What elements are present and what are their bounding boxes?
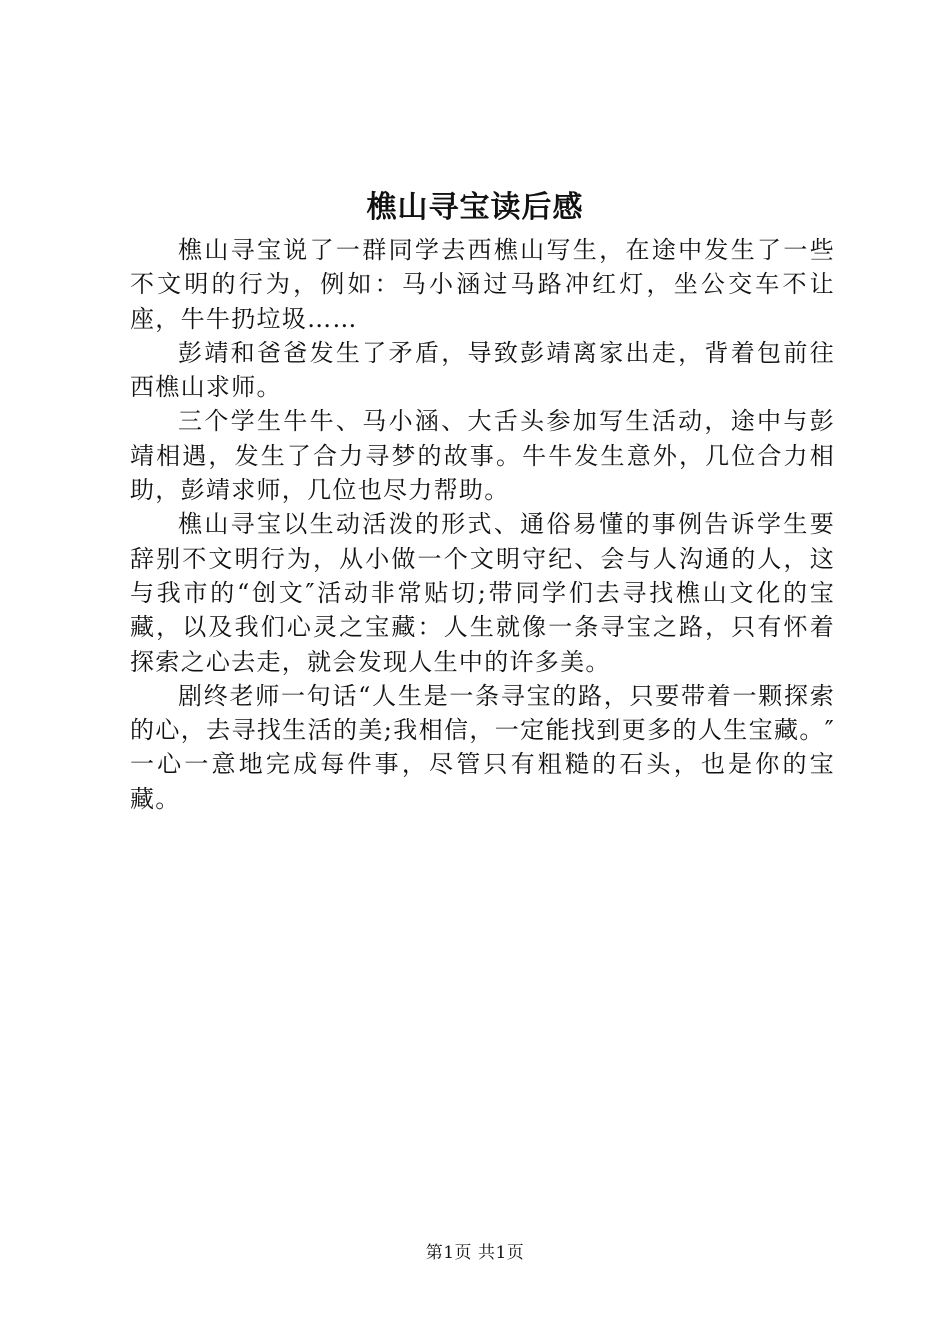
page-footer: 第1页 共1页: [425, 1243, 525, 1263]
paragraph-5: 剧终老师一句话“人生是一条寻宝的路，只要带着一颗探索的心，去寻找生活的美;我相信，一定能找到更多的人生宝藏。″一心一意地完成每件事，尽管只有粗糙的石头，也是你的宝藏。: [130, 681, 835, 813]
paragraph-3: 三个学生牛牛、马小涵、大舌头参加写生活动，途中与彭靖相遇，发生了合力寻梦的故事。牛牛发生意外，几位合力相助，彭靖求师，几位也尽力帮助。: [130, 407, 835, 505]
document-body: [130, 233, 835, 816]
paragraph-2: 彭靖和爸爸发生了矛盾，导致彭靖离家出走，背着包前往西樵山求师。: [130, 338, 835, 402]
paragraph-4: 樵山寻宝以生动活泼的形式、通俗易懂的事例告诉学生要辞别不文明行为，从小做一个文明守纪、会与人沟通的人，这与我市的“创文″活动非常贴切;带同学们去寻找樵山文化的宝藏，以及我们心灵之宝藏：人生就像一条寻宝之路，只有怀着探索之心去走，就会发现人生中的许多美。: [130, 510, 835, 676]
document-title: 樵山寻宝读后感: [366, 190, 584, 225]
paragraph-1: 樵山寻宝说了一群同学去西樵山写生，在途中发生了一些不文明的行为，例如：马小涵过马路冲红灯，坐公交车不让座，牛牛扔垃圾……: [130, 236, 835, 333]
